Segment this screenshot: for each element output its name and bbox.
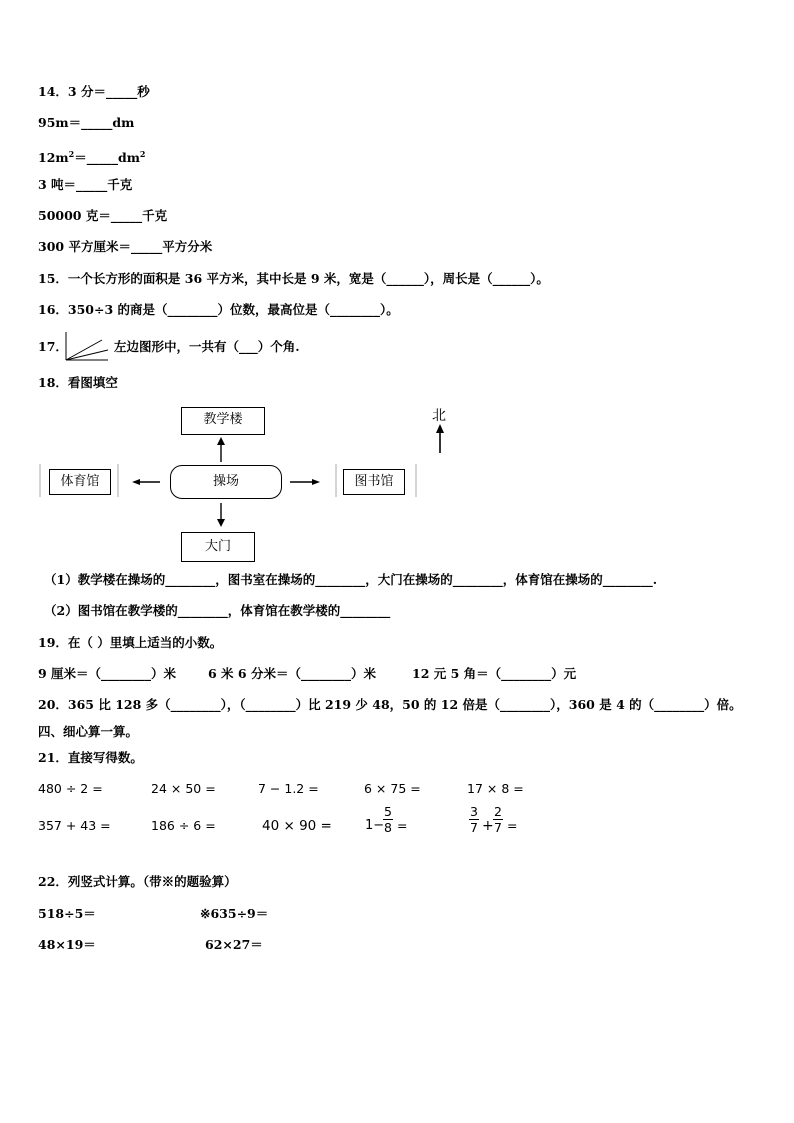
- q21-title: 21．直接写得数。: [38, 750, 143, 765]
- box-gate: 大门: [181, 532, 255, 562]
- calc-5: 17 × 8 =: [467, 781, 524, 796]
- q16: 16．350÷3 的商是（________）位数，最高位是（________）。: [38, 302, 399, 317]
- fraction-3-7-den: 7: [470, 820, 478, 835]
- q14-sup-2: 2: [139, 149, 146, 159]
- q14-sup: 2: [68, 149, 75, 159]
- q14-line6: 300 平方厘米＝_____平方分米: [38, 239, 213, 254]
- calc-2: 24 × 50 =: [151, 781, 216, 796]
- q14-line3-pre: 12m: [38, 150, 69, 166]
- calc-10-op: +: [482, 818, 494, 834]
- box-playground: 操场: [170, 465, 282, 499]
- q14-line4: 3 吨＝_____千克: [38, 177, 133, 192]
- calc-6: 357 + 43 =: [38, 818, 111, 833]
- calc-9-post: =: [397, 818, 408, 833]
- q19-c: 12 元 5 角＝（________）元: [412, 666, 577, 681]
- fraction-2-7: [493, 804, 503, 835]
- q18-sub2: （2）图书馆在教学楼的________，体育馆在教学楼的________: [44, 603, 391, 618]
- q14-line5: 50000 克＝_____千克: [38, 208, 168, 223]
- box-teaching-building: 教学楼: [181, 407, 265, 435]
- arrow-left-head: [132, 479, 140, 485]
- fraction-3-7: [469, 804, 479, 835]
- arrow-down-head: [217, 519, 225, 527]
- q19-a: 9 厘米＝（________）米: [38, 666, 177, 681]
- q19-b: 6 米 6 分米＝（________）米: [208, 666, 376, 681]
- fraction-3-7-num: 3: [470, 804, 478, 819]
- fraction-5-8: [383, 804, 393, 835]
- calc-9-pre: 1−: [365, 818, 385, 833]
- calc-1: 480 ÷ 2 =: [38, 781, 103, 796]
- calc-7: 186 ÷ 6 =: [151, 818, 216, 833]
- q18-title: 18．看图填空: [38, 375, 118, 390]
- calc-10-post: =: [507, 818, 518, 833]
- fraction-2-7-num: 2: [494, 804, 502, 819]
- calc-8: 40 × 90 =: [262, 818, 332, 834]
- q14-line1: 14．3 分＝_____秒: [38, 84, 150, 99]
- q19-title: 19．在（ ）里填上适当的小数。: [38, 635, 223, 650]
- calc-4: 6 × 75 =: [364, 781, 421, 796]
- q20: 20．365 比 128 多（________），（________）比 219 少 48，50 的 12 倍是（________），360 是 4 的（________）倍。: [38, 697, 742, 712]
- q14-line2: 95m＝_____dm: [38, 115, 135, 130]
- q14-line3-mid: ＝_____dm: [74, 150, 140, 166]
- fraction-5-8-den: 8: [384, 820, 392, 835]
- north-arrow-head: [436, 424, 444, 433]
- fraction-2-7-den: 7: [494, 820, 502, 835]
- section-4-heading: 四、细心算一算。: [38, 724, 139, 739]
- calc-3: 7 − 1.2 =: [258, 781, 319, 796]
- q17-text: 左边图形中，一共有（___）个角.: [114, 339, 300, 354]
- q22-b: ※635÷9＝: [200, 906, 269, 921]
- arrow-right-head: [312, 479, 320, 485]
- box-gym: 体育馆: [49, 469, 111, 495]
- arrow-up-head: [217, 437, 225, 445]
- q22-c: 48×19＝: [38, 937, 96, 952]
- fraction-5-8-num: 5: [384, 804, 392, 819]
- q22-title: 22．列竖式计算。（带※的题验算）: [38, 874, 237, 889]
- q18-sub1: （1）教学楼在操场的________，图书室在操场的________，大门在操场的________，体育馆在操场的________.: [44, 572, 658, 587]
- q15: 15．一个长方形的面积是 36 平方米，其中长是 9 米，宽是（______），周长是（______）。: [38, 271, 549, 286]
- north-label: 北: [432, 408, 446, 424]
- box-library: 图书馆: [343, 469, 405, 495]
- q22-a: 518÷5＝: [38, 906, 96, 921]
- q22-d: 62×27＝: [205, 937, 263, 952]
- q17-num: 17．: [38, 339, 68, 354]
